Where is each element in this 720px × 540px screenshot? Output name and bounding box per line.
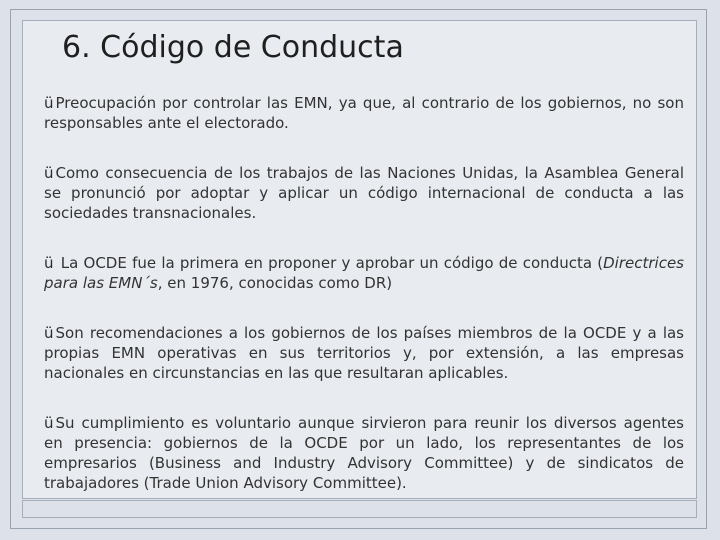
list-item: [44, 163, 684, 223]
checkmark-icon: ü: [44, 324, 54, 342]
bullet-text: La OCDE fue la primera en proponer y aprobar un código de conducta (: [55, 254, 604, 272]
checkmark-icon: ü: [44, 414, 54, 432]
bullet-text: Son recomendaciones a los gobiernos de los países miembros de la OCDE y a las propias EMN operativas en sus territorios y, por extensión, a las empresas nacionales en circunstancias en las que resultaran aplicables.: [44, 324, 684, 382]
list-item: [44, 253, 684, 293]
bullet-text: Su cumplimiento es voluntario aunque sirvieron para reunir los diversos agentes en presencia: gobiernos de la OCDE por un lado, los representantes de los empresarios (Business and Industry Advisory Committee) y de sindicatos de trabajadores (Trade Union Advisory Committee).: [44, 414, 684, 492]
checkmark-icon: ü: [44, 164, 54, 182]
list-item: [44, 93, 684, 133]
checkmark-icon: ü: [44, 254, 54, 272]
bullet-text: Como consecuencia de los trabajos de las Naciones Unidas, la Asamblea General se pronunció por adoptar y aplicar un código internacional de conducta a las sociedades transnacionales.: [44, 164, 684, 222]
bullet-text-italic: Directrices para las EMN´s: [44, 254, 684, 292]
bullet-list: [44, 93, 684, 523]
list-item: [44, 413, 684, 493]
list-item: [44, 323, 684, 383]
page-title: 6. Código de Conducta: [62, 30, 404, 65]
bullet-text-tail: , en 1976, conocidas como DR): [157, 274, 393, 292]
checkmark-icon: ü: [44, 94, 54, 112]
bullet-text: Preocupación por controlar las EMN, ya que, al contrario de los gobiernos, no son responsables ante el electorado.: [44, 94, 684, 132]
